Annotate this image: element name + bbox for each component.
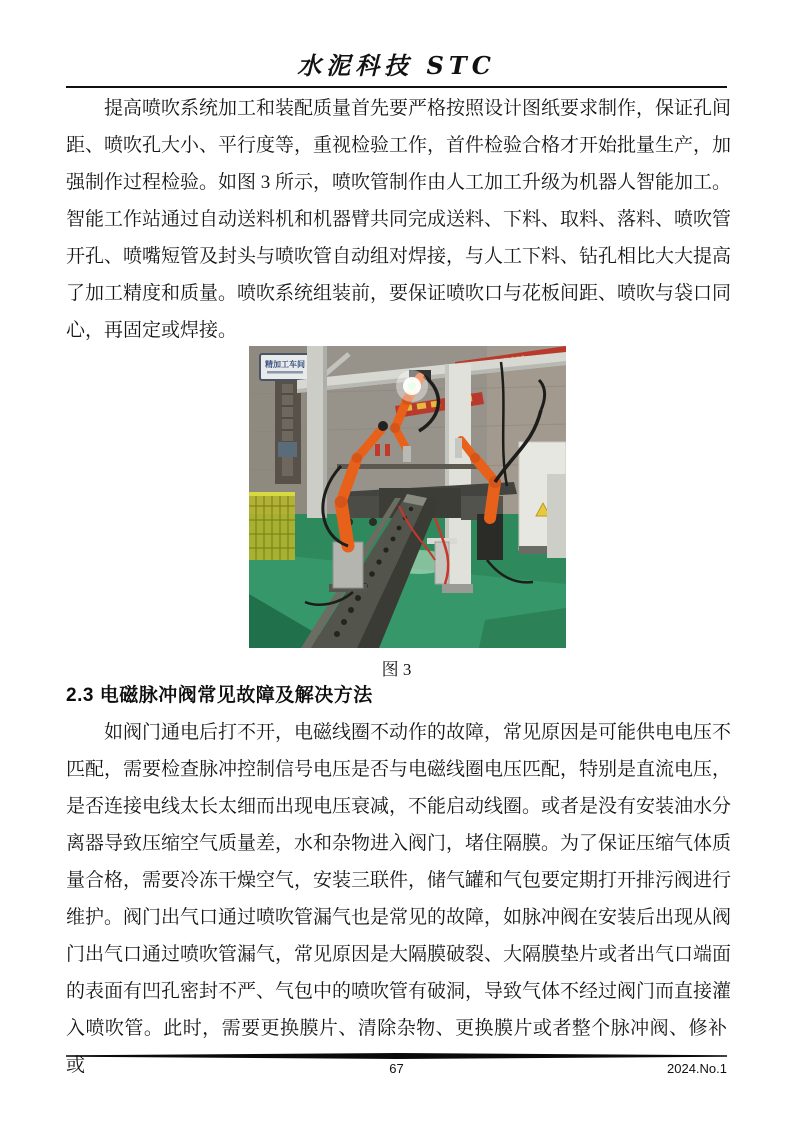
paragraph-line: 门出气口通过喷吹管漏气，常见原因是大隔膜破裂、大隔膜垫片或者出气口端面 — [66, 944, 732, 965]
paragraph-line: 强制作过程检验。如图 3 所示，喷吹管制作由人工加工升级为机器人智能加工。 — [66, 172, 732, 193]
paragraph-line: 心，再固定或焊接。 — [66, 320, 238, 341]
footer — [66, 1061, 727, 1081]
paragraph-line: 如阀门通电后打不开，电磁线圈不动作的故障，常见原因是可能供电电压不 — [104, 722, 732, 743]
journal-title: 水泥科技 STC — [297, 51, 496, 80]
paragraph-line: 距、喷吹孔大小、平行度等，重视检验工作，首件检验合格才开始批量生产，加 — [66, 135, 732, 156]
paragraph-line: 提高喷吹系统加工和装配质量首先要严格按照设计图纸要求制作，保证孔间 — [104, 98, 732, 119]
paragraph-line: 是否连接电线太长太细而出现电压衰减，不能启动线圈。或者是没有安装油水分 — [66, 796, 732, 817]
section-heading: 2.3 电磁脉冲阀常见故障及解决方法 — [66, 685, 373, 706]
paragraph-line: 开孔、喷嘴短管及封头与喷吹管自动组对焊接，与人工下料、钻孔相比大大提高 — [66, 246, 732, 267]
page-number: 67 — [389, 1061, 404, 1076]
paragraph-2 — [66, 714, 732, 1084]
paragraph-line: 匹配，需要检查脉冲控制信号电压是否与电磁线圈电压匹配，特别是直流电压， — [66, 759, 732, 780]
safety-fence — [249, 492, 295, 560]
paragraph-1 — [66, 90, 732, 349]
paragraph-line: 智能工作站通过自动送料机和机器臂共同完成送料、下料、取料、落料、喷吹管 — [66, 209, 732, 230]
paragraph-line: 了加工精度和质量。喷吹系统组装前，要保证喷吹口与花板间距、喷吹与袋口同 — [66, 283, 732, 304]
paragraph-line: 量合格，需要冷冻干燥空气，安装三联件，储气罐和气包要定期打开排污阀进行 — [66, 870, 732, 891]
robot-workstation-photo — [249, 346, 566, 648]
paragraph-line: 入喷吹管。此时，需要更换膜片、清除杂物、更换膜片或者整个脉冲阀、修补或 — [66, 1018, 727, 1076]
workshop-sign — [260, 354, 310, 380]
figure-photo — [249, 346, 566, 648]
header-rule — [66, 86, 727, 88]
paragraph-line: 维护。阀门出气口通过喷吹管漏气也是常见的故障，如脉冲阀在安装后出现从阀 — [66, 907, 732, 928]
figure-caption: 图 3 — [381, 660, 412, 679]
paragraph-line: 的表面有凹孔密封不严、气包中的喷吹管有破洞，导致气体不经过阀门而直接灌 — [66, 981, 732, 1002]
paragraph-line: 离器导致压缩空气质量差，水和杂物进入阀门，堵住隔膜。为了保证压缩气体质 — [66, 833, 732, 854]
issue-number: 2024.No.1 — [667, 1061, 727, 1076]
workshop-sign-text: 精加工车间 — [265, 360, 305, 369]
